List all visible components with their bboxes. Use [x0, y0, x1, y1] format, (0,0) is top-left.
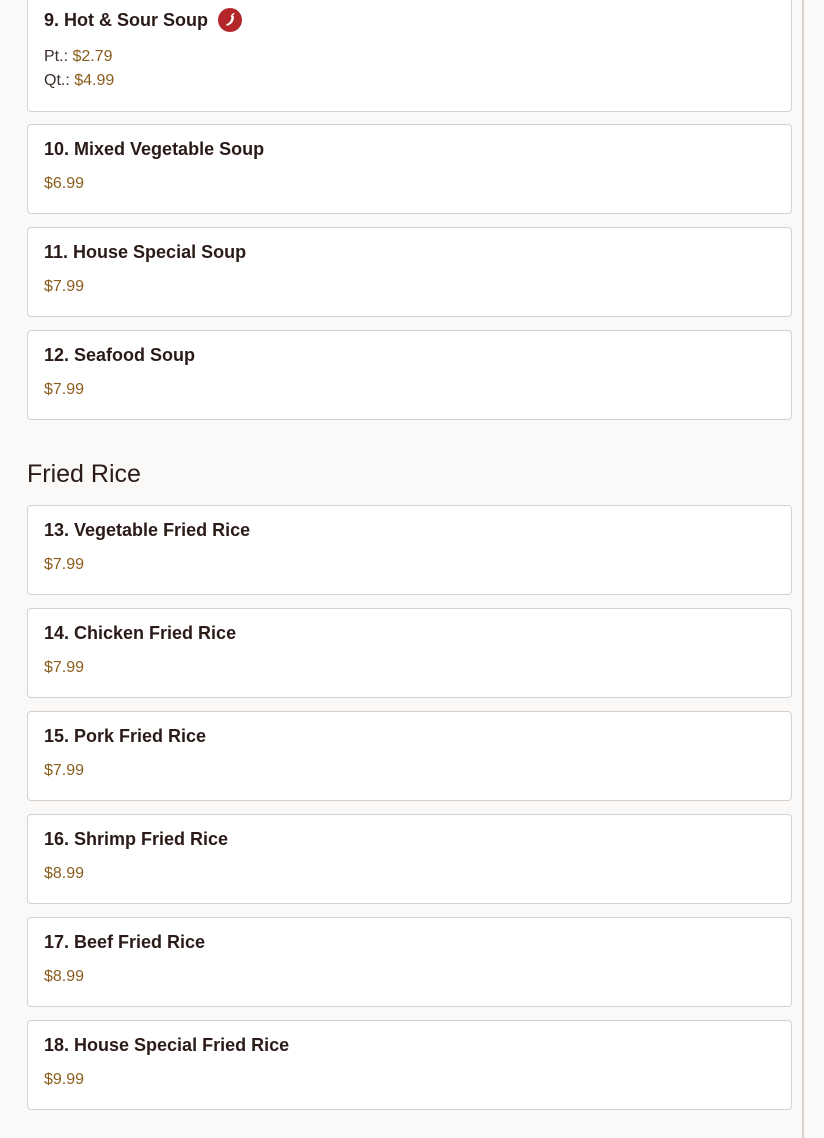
menu-item-card[interactable]: [27, 227, 792, 317]
menu-item-title: 15. Pork Fried Rice: [44, 726, 207, 746]
menu-item-card[interactable]: [27, 505, 792, 595]
menu-item-title: 11. House Special Soup: [44, 242, 247, 262]
menu-item-card[interactable]: [27, 0, 792, 112]
menu-item-card[interactable]: [27, 608, 792, 698]
menu-item-title: 13. Vegetable Fried Rice: [44, 520, 251, 540]
menu-item-title: 18. House Special Fried Rice: [44, 1035, 290, 1055]
menu-item-card[interactable]: [27, 711, 792, 801]
menu-item-title: 14. Chicken Fried Rice: [44, 623, 237, 643]
price-quart: Qt.: $4.99: [44, 72, 115, 89]
menu-item-card[interactable]: [27, 124, 792, 214]
menu-item-price: $6.99: [44, 175, 85, 192]
menu-item-title: 12. Seafood Soup: [44, 345, 196, 365]
chili-pepper-icon: [218, 8, 242, 32]
menu-item-price: $7.99: [44, 278, 85, 295]
menu-item-card[interactable]: [27, 814, 792, 904]
menu-item-price: $7.99: [44, 762, 85, 779]
menu-item-price: $7.99: [44, 381, 85, 398]
menu-item-price: $7.99: [44, 556, 85, 573]
section-heading-fried-rice: Fried Rice: [27, 460, 141, 488]
scrollbar-track[interactable]: [802, 0, 804, 1138]
menu-item-price: $9.99: [44, 1071, 85, 1088]
menu-item-card[interactable]: [27, 330, 792, 420]
menu-item-title: [44, 8, 242, 32]
menu-item-title: 10. Mixed Vegetable Soup: [44, 139, 265, 159]
menu-item-price: $8.99: [44, 968, 85, 985]
menu-item-card[interactable]: [27, 1020, 792, 1110]
menu-item-name: 9. Hot & Sour Soup: [44, 9, 208, 30]
menu-item-price: $7.99: [44, 659, 85, 676]
menu-item-title: 17. Beef Fried Rice: [44, 932, 206, 952]
menu-item-title: 16. Shrimp Fried Rice: [44, 829, 229, 849]
menu-item-card[interactable]: [27, 917, 792, 1007]
menu-item-price: $8.99: [44, 865, 85, 882]
price-pint: Pt.: $2.79: [44, 48, 113, 65]
